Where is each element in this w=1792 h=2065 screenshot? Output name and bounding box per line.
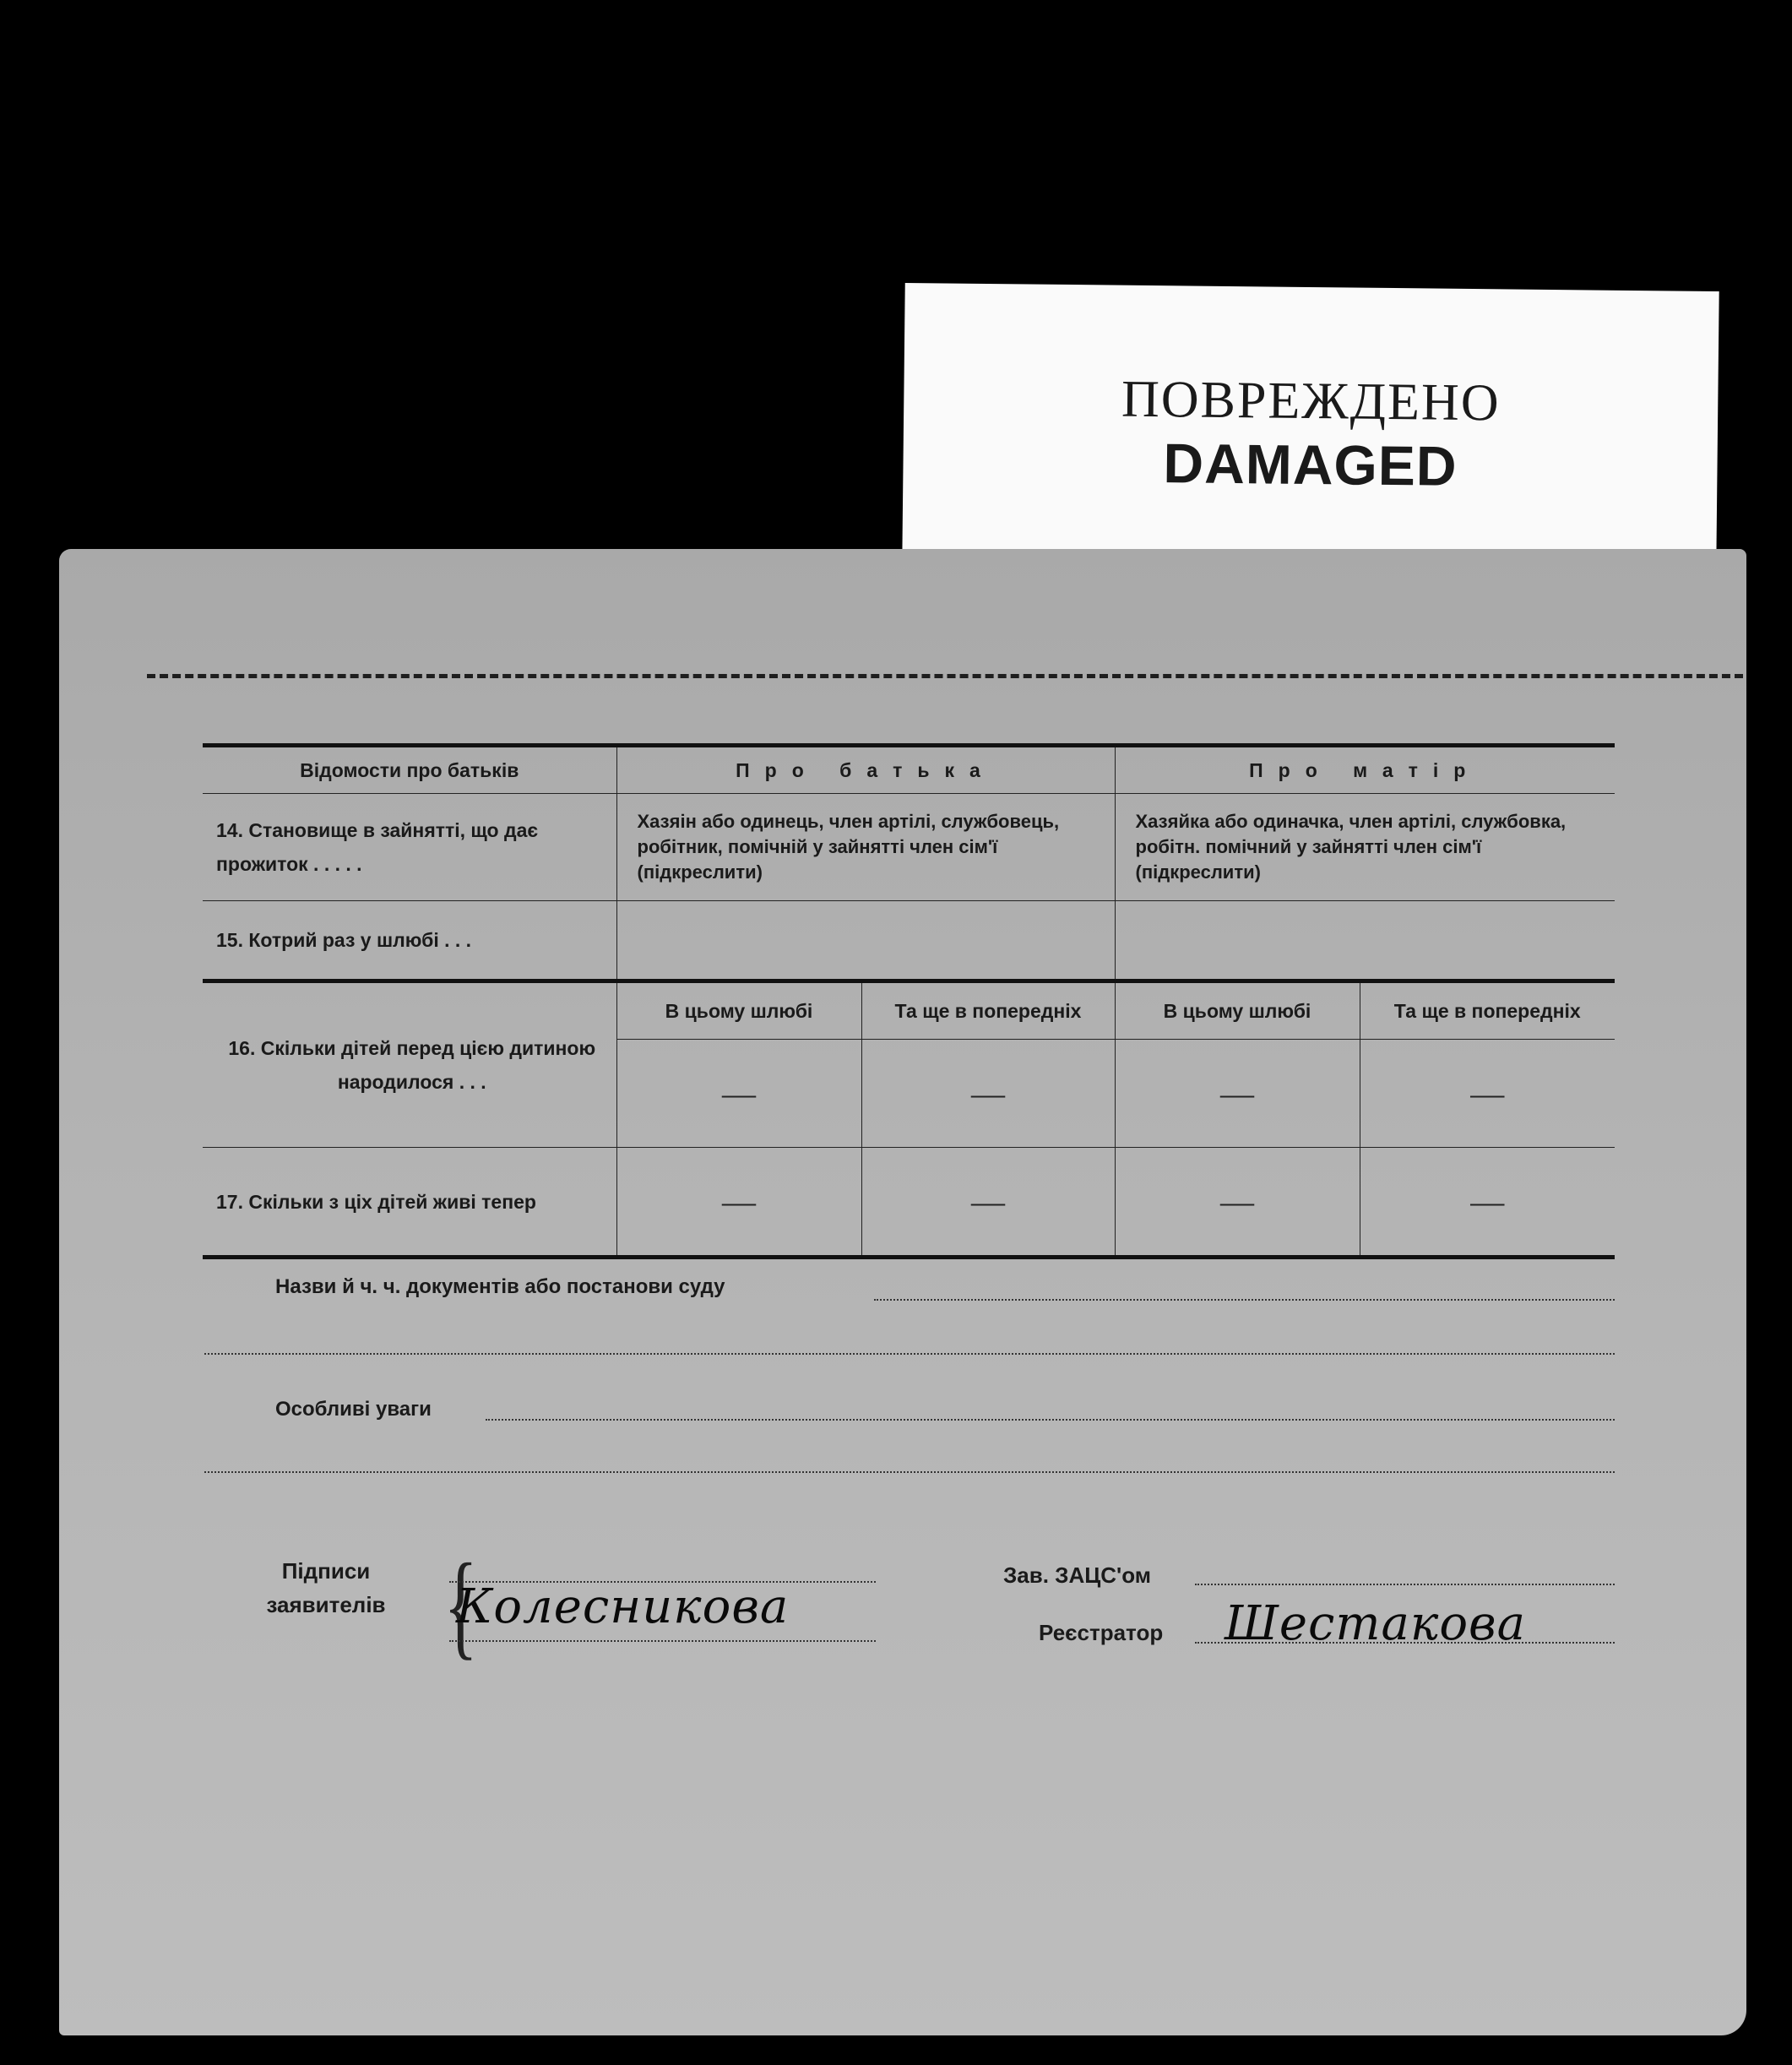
table-row [203, 1148, 1615, 1258]
father-occupation-options: Хазяін або одинець, член артілі, службовець, робітник, помічній у зайнятті член сім'ї (підкреслити) [616, 794, 1115, 901]
applicants-label-line2: заявителів [266, 1592, 386, 1617]
subheader-father-this-marriage: В цьому шлюбі [616, 981, 861, 1040]
documents-field-label: Назви й ч. ч. документів або постанови суду [275, 1275, 725, 1298]
documents-field-line [874, 1299, 1615, 1301]
question-14: 14. Становище в зайнятті, що дає прожиток . . . . . [203, 794, 616, 901]
header-about-father: Про батька [616, 746, 1115, 794]
row17-mother-this: — [1115, 1148, 1360, 1258]
table-row [203, 794, 1615, 901]
header-parents-info: Відомости про батьків [203, 746, 616, 794]
applicants-signature-label [250, 1554, 402, 1622]
question-17: 17. Скільки з ціх дітей живі тепер [203, 1148, 616, 1258]
head-zags-label: Зав. ЗАЦС'ом [1003, 1562, 1151, 1588]
subheader-mother-previous: Та ще в попередніх [1360, 981, 1615, 1040]
question-16: 16. Скільки дітей перед цією дитиною народилося . . . [203, 981, 616, 1148]
remarks-field-line [486, 1419, 1615, 1421]
registrar-signature: Шестакова [1225, 1596, 1527, 1651]
damaged-label-card [902, 283, 1719, 570]
table-subheader-row [203, 981, 1615, 1040]
mother-occupation-options: Хазяйка або одиначка, член артілі, службовка, робітн. помічний у зайнятті член сім'ї (підкреслити) [1115, 794, 1615, 901]
subheader-father-previous: Та ще в попередніх [861, 981, 1115, 1040]
row16-mother-this: — [1115, 1040, 1360, 1148]
remarks-field-label: Особливі уваги [275, 1398, 432, 1421]
table-row [203, 901, 1615, 981]
label-russian: ПОВРЕЖДЕНО [1121, 370, 1501, 432]
perforation-line [147, 674, 1743, 678]
question-15: 15. Котрий раз у шлюбі . . . [203, 901, 616, 981]
table-header-row [203, 746, 1615, 794]
head-zags-line [1195, 1584, 1615, 1585]
row16-father-prev: — [861, 1040, 1115, 1148]
header-about-mother: Про матір [1115, 746, 1615, 794]
applicants-brace: { [443, 1540, 478, 1671]
subheader-mother-this-marriage: В цьому шлюбі [1115, 981, 1360, 1040]
documents-field-line-2 [204, 1353, 1615, 1355]
remarks-field-line-2 [204, 1471, 1615, 1473]
father-marriage-count-cell [616, 901, 1115, 981]
parents-info-table [203, 743, 1615, 1259]
applicants-label-line1: Підписи [281, 1558, 371, 1584]
row16-father-this: — [616, 1040, 861, 1148]
row17-mother-prev: — [1360, 1148, 1615, 1258]
form-sheet [59, 549, 1746, 2035]
row16-mother-prev: — [1360, 1040, 1615, 1148]
registrar-label: Реєстратор [1039, 1620, 1164, 1645]
row17-father-this: — [616, 1148, 861, 1258]
applicant-signature: Колесникова [456, 1579, 790, 1634]
label-english: DAMAGED [1163, 432, 1458, 497]
row17-father-prev: — [861, 1148, 1115, 1258]
mother-marriage-count-cell [1115, 901, 1615, 981]
applicant-signature-line-2 [449, 1640, 876, 1642]
